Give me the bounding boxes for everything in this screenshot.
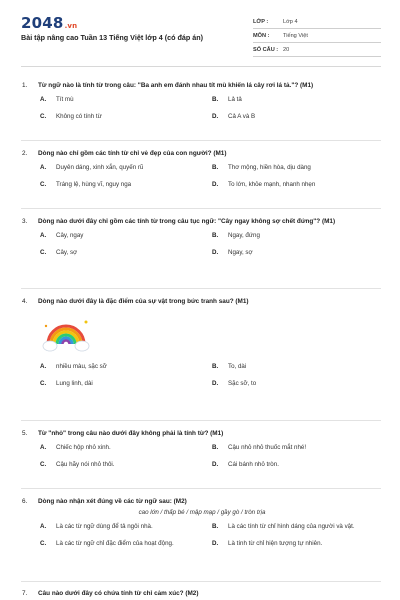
option-d[interactable]: D. Cái bánh nhỏ tròn. [212, 461, 279, 468]
option-a[interactable]: A. Chiếc hộp nhỏ xinh. [40, 444, 111, 451]
question-divider [21, 140, 381, 141]
option-a[interactable]: A. Là các từ ngữ dùng để tả ngôi nhà. [40, 523, 153, 530]
option-a[interactable]: A. Duyên dáng, xinh xắn, quyến rũ [40, 164, 144, 171]
option-a[interactable]: A. Cây, ngay [40, 232, 84, 239]
option-b[interactable]: B. Là các tính từ chỉ hình dáng của người và vật. [212, 523, 355, 530]
option-c[interactable]: C. Là các từ ngữ chỉ đặc điểm của hoạt động. [40, 540, 174, 547]
question-5: 5. Từ "nhỏ" trong câu nào dưới đây không phải là tính từ? (M1) A. Chiếc hộp nhỏ xinh. B. Cậu nhỏ nhỏ thuốc mắt nhé! C. Cậu hãy nói nhỏ thôi. D. Cái bánh nhỏ tròn. [22, 429, 382, 469]
meta-subject: MÔN : Tiếng Việt [253, 29, 381, 43]
option-b[interactable]: B. Cậu nhỏ nhỏ thuốc mắt nhé! [212, 444, 307, 451]
header-divider [21, 66, 381, 67]
option-a[interactable]: A. Tít mù [40, 96, 74, 103]
option-b[interactable]: B. Ngay, đứng [212, 232, 260, 239]
site-logo[interactable]: 2048.vn [21, 14, 78, 32]
document-title: Bài tập nâng cao Tuần 13 Tiếng Việt lớp 4 (có đáp án) [21, 33, 204, 42]
option-a[interactable]: A. nhiều màu, sặc sỡ [40, 363, 107, 370]
question-4: 4. Dòng nào dưới đây là đặc điểm của sự vật trong bức tranh sau? (M1) A. nhiều màu, sặc sỡ B. To, dài C. Lung linh, dài D. Sặc sỡ, to [22, 297, 382, 388]
question-6: 6. Dòng nào nhận xét đúng về các từ ngữ sau: (M2) cao lớn / thấp bé / mập mạp / gầy gò / tròn trịa A. Là các từ ngữ dùng để tả ngôi nhà. B. Là các tính từ chỉ hình dáng của người và vật. C. Là các từ ngữ chỉ đặc điểm của hoạt động. D. Là tính từ chỉ hiện tượng tự nhiên. [22, 497, 382, 548]
meta-table [253, 15, 381, 57]
option-d[interactable]: D. Ngay, sợ [212, 249, 253, 256]
option-c[interactable]: C. Cây, sợ [40, 249, 78, 256]
question-divider [21, 488, 381, 489]
document-header [0, 0, 400, 72]
option-c[interactable]: C. Không có tính từ [40, 113, 102, 120]
option-d[interactable]: D. Cả A và B [212, 113, 256, 120]
option-d[interactable]: D. Sặc sỡ, to [212, 380, 257, 387]
option-d[interactable]: D. Là tính từ chỉ hiện tượng tự nhiên. [212, 540, 323, 547]
option-d[interactable]: D. To lớn, khỏe mạnh, nhanh nhẹn [212, 181, 316, 188]
question-divider [21, 208, 381, 209]
option-b[interactable]: B. To, dài [212, 363, 247, 370]
question-3: 3. Dòng nào dưới đây chỉ gồm các tính từ trong câu tục ngữ: "Cây ngay không sợ chết đứng"? (M1) A. Cây, ngay B. Ngay, đứng C. Cây, sợ D. Ngay, sợ [22, 217, 382, 257]
option-b[interactable]: B. Thơ mộng, hiền hòa, dịu dàng [212, 164, 311, 171]
question-1: 1. Từ ngữ nào là tính từ trong câu: "Ba anh em đánh nhau tít mù khiến lá cây rơi lá tả."? (M1) A. Tít mù B. Lả tả C. Không có tính từ D. Cả A và B [22, 81, 382, 121]
meta-question-count: SỐ CÂU : 20 [253, 43, 381, 57]
question-divider [21, 581, 381, 582]
option-c[interactable]: C. Cậu hãy nói nhỏ thôi. [40, 461, 115, 468]
option-b[interactable]: B. Lả tả [212, 96, 242, 103]
question-2: 2. Dòng nào chỉ gồm các tính từ chỉ vẻ đẹp của con người? (M1) A. Duyên dáng, xinh xắn, quyến rũ B. Thơ mộng, hiền hòa, dịu dàng C. Tráng lệ, hùng vĩ, nguy nga D. To lớn, khỏe mạnh, nhanh nhẹn [22, 149, 382, 189]
meta-class: LỚP : Lớp 4 [253, 15, 381, 29]
question-divider [21, 420, 381, 421]
option-c[interactable]: C. Lung linh, dài [40, 380, 93, 387]
rainbow-image [42, 314, 90, 354]
question-divider [21, 288, 381, 289]
word-list: cao lớn / thấp bé / mập mạp / gầy gò / tròn trịa [138, 509, 266, 516]
option-c[interactable]: C. Tráng lệ, hùng vĩ, nguy nga [40, 181, 132, 188]
question-7: 7. Câu nào dưới đây có chứa tính từ chỉ cảm xúc? (M2) [22, 590, 199, 597]
